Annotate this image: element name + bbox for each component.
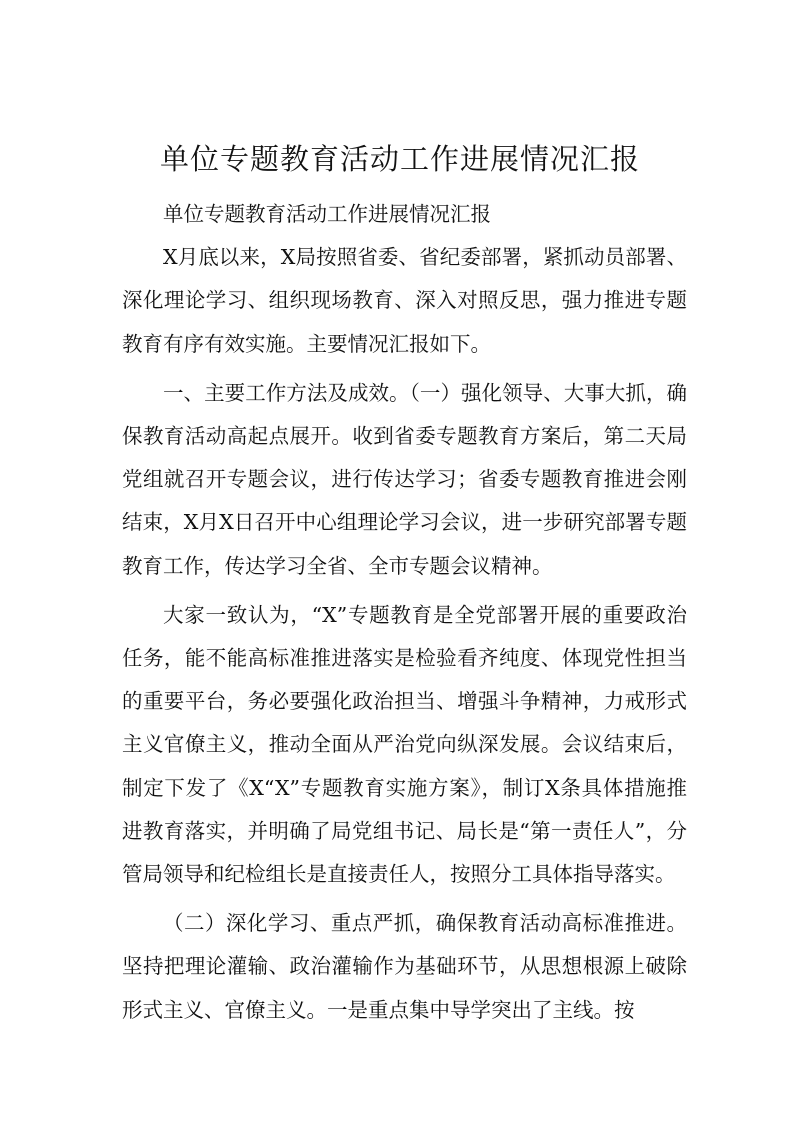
subtitle-paragraph: 单位专题教育活动工作进展情况汇报 bbox=[163, 202, 491, 226]
section-two-paragraph: （二）深化学习、重点严抓，确保教育活动高标准推进。坚持把理论灌输、政治灌输作为基础环节，从思想根源上破除形式主义、官僚主义。一是重点集中导学突出了主线。按 bbox=[122, 911, 687, 1022]
intro-paragraph: X月底以来，X局按照省委、省纪委部署，紧抓动员部署、深化理论学习、组织现场教育、深入对照反思，强力推进专题教育有序有效实施。主要情况汇报如下。 bbox=[122, 245, 687, 356]
document-body bbox=[122, 193, 687, 1032]
section-one-paragraph: 一、主要工作方法及成效。（一）强化领导、大事大抓，确保教育活动高起点展开。收到省委专题教育方案后，第二天局党组就召开专题会议，进行传达学习；省委专题教育推进会刚结束，X月X日召开中心组理论学习会议，进一步研究部署专题教育工作，传达学习全省、全市专题会议精神。 bbox=[122, 380, 687, 578]
consensus-paragraph: 大家一致认为，“X”专题教育是全党部署开展的重要政治任务，能不能高标准推进落实是检验看齐纯度、体现党性担当的重要平台，务必要强化政治担当、增强斗争精神，力戒形式主义官僚主义，推动全面从严治党向纵深发展。会议结束后，制定下发了《X“X”专题教育实施方案》，制订X条具体措施推进教育落实，并明确了局党组书记、局长是“第一责任人”，分管局领导和纪检组长是直接责任人，按照分工具体指导落实。 bbox=[122, 602, 687, 887]
document-title: 单位专题教育活动工作进展情况汇报 bbox=[159, 142, 640, 177]
